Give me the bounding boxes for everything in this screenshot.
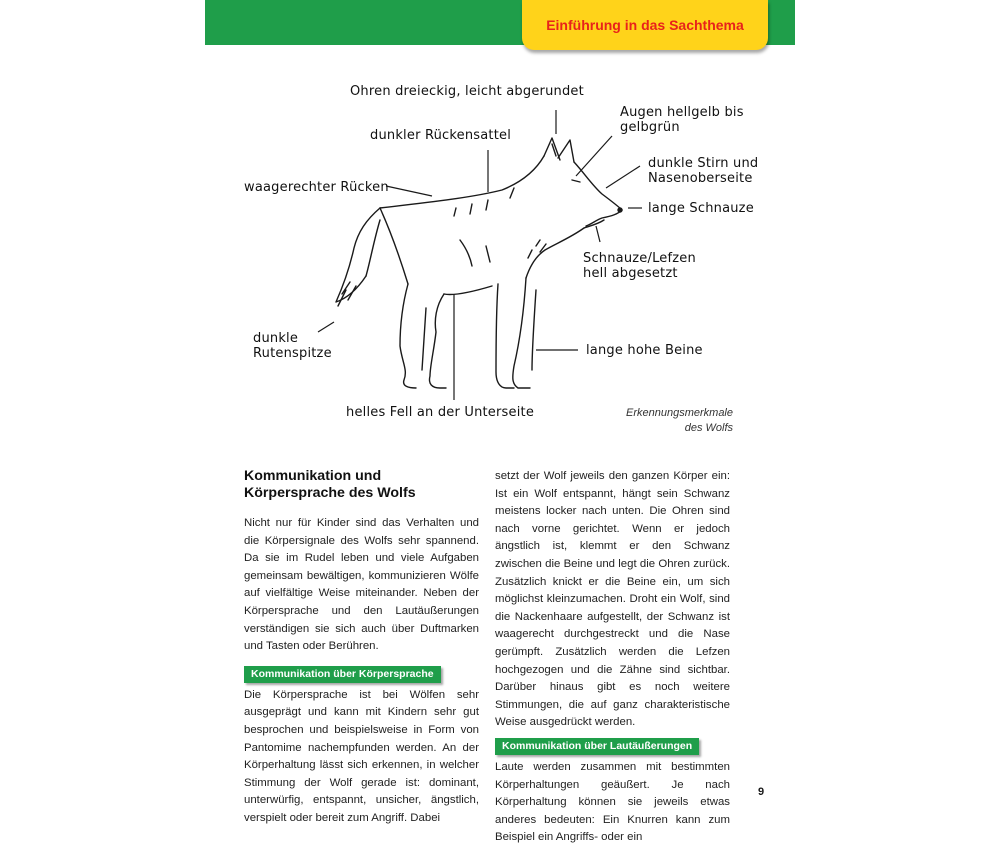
vocalizations-paragraph: Laute werden zusammen mit bestimmten Körperhaltungen geäußert. Je nach Körperhaltung können sie jeweils etwas anderes bedeuten: Ein Knurren kann zum Beispiel ein Angriffs- oder ein xyxy=(495,760,730,844)
intro-paragraph: Nicht nur für Kinder sind das Verhalten und die Körpersignale des Wolfs sehr spannend. Da sie im Rudel leben und viele Aufgaben gemeinsam bewältigen, kommunizieren Wölfe auf vielfältige Weise miteinander. Neben der Körpersprache und den Lautäußerungen verständigen sie sich auch über Duftmarken und Tasten oder Berühren. xyxy=(244,517,479,653)
label-eyes-line1: Augen hellgelb bis xyxy=(620,105,744,120)
label-belly: helles Fell an der Unterseite xyxy=(346,405,535,420)
label-legs: lange hohe Beine xyxy=(586,343,703,358)
label-forehead-line2: Nasenoberseite xyxy=(648,171,753,186)
label-ears: Ohren dreieckig, leicht abgerundet xyxy=(350,84,584,99)
subheading-body-language: Kommunikation über Körpersprache xyxy=(244,666,441,683)
section-tab xyxy=(522,0,768,50)
body-language-continued: setzt der Wolf jeweils den ganzen Körper ein: Ist ein Wolf entspannt, hängt sein Schwanz meistens locker nach unten. Die Ohren sind nach vorne gerichtet. Wenn er jedoch ängstlich ist, klemmt er den Schwanz zwischen die Beine und legt die Ohren zurück. Zusätzlich knickt er die Beine ein, um sich möglichst kleinzumachen. Droht ein Wolf, sind die Nackenhaare aufgestellt, der Schwanz ist waagerecht durchgestreckt und die Nase gerümpft. Zusätzlich werden die Lefzen hochgezogen und die Zähne sind sichtbar. Darüber hinaus gibt es noch weitere Stimmungen, die auf ganz charakteristische Weise ausgedrückt werden. xyxy=(495,470,730,729)
body-language-paragraph: Die Körpersprache ist bei Wölfen sehr ausgeprägt und kann mit Kindern sehr gut besprochen und beispielsweise in Form von Pantomime nachempfunden werden. An der Körperhaltung lässt sich erkennen, in welcher Stimmung der Wolf gerade ist: dominant, unterwürfig, entspannt, unsicher, ängstlich, verspielt oder bereit zum Angriff. Dabei xyxy=(244,688,479,824)
wolf-illustration xyxy=(240,70,800,440)
subheading-vocalizations: Kommunikation über Lautäußerungen xyxy=(495,738,699,755)
label-forehead-line1: dunkle Stirn und xyxy=(648,156,759,171)
label-saddle: dunkler Rückensattel xyxy=(370,128,512,143)
page-number: 9 xyxy=(758,786,765,798)
article-heading: Kommunikation und Körpersprache des Wolfs xyxy=(244,468,416,501)
text-column-left xyxy=(244,468,479,828)
label-snout: lange Schnauze xyxy=(648,201,754,216)
label-back: waagerechter Rücken xyxy=(244,180,389,195)
label-eyes-line2: gelbgrün xyxy=(620,120,680,135)
section-title: Einführung in das Sachthema xyxy=(546,17,744,33)
caption-line2: des Wolfs xyxy=(684,422,733,434)
label-lips-line2: hell abgesetzt xyxy=(583,266,678,281)
label-lips-line1: Schnauze/Lefzen xyxy=(583,251,696,266)
label-tail-line2: Rutenspitze xyxy=(253,346,332,361)
label-tail-line1: dunkle xyxy=(253,331,299,346)
text-column-right xyxy=(495,468,730,847)
caption-line1: Erkennungsmerkmale xyxy=(626,407,733,419)
figure-caption xyxy=(600,406,733,436)
